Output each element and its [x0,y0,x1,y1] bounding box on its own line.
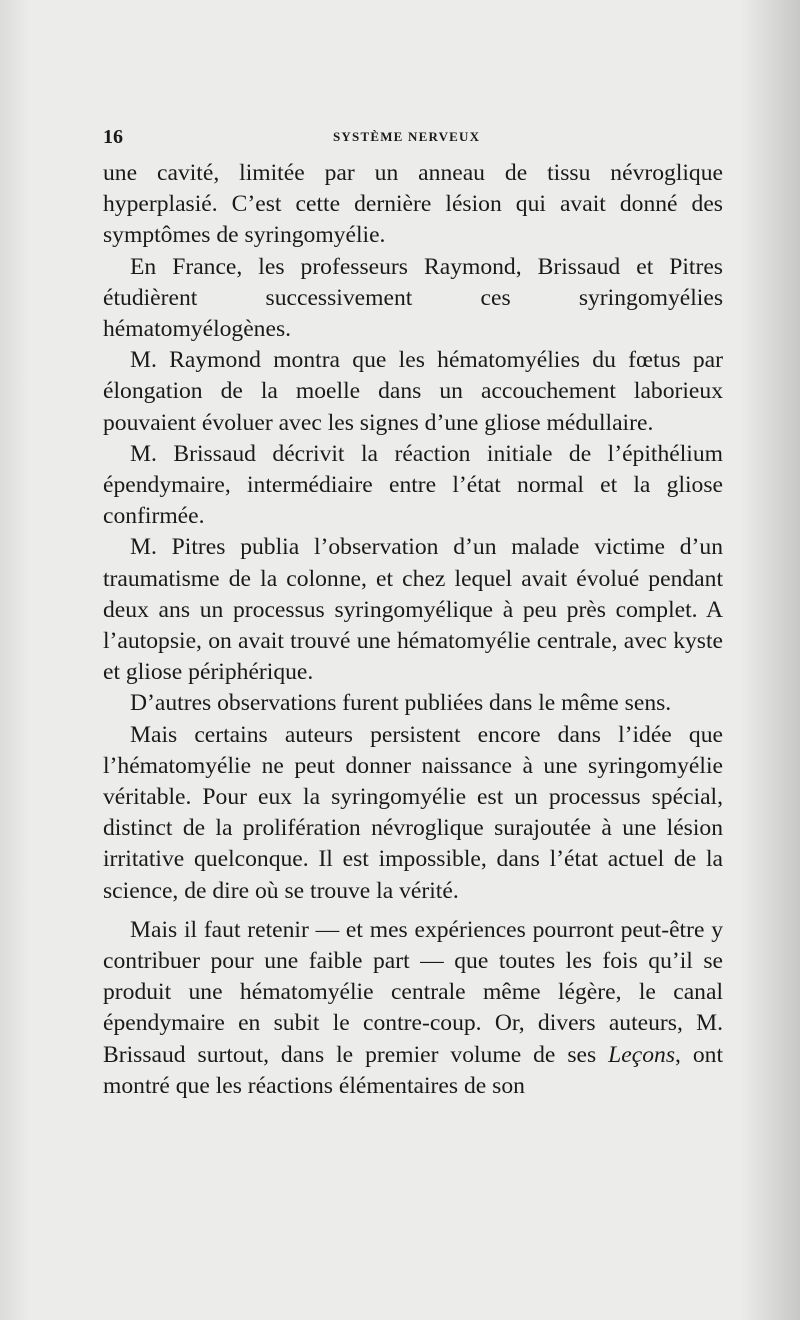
paragraph-pitres: M. Pitres publia l’observation d’un malade victime d’un traumatisme de la colonne, et chez lequel avait évolué pendant deux ans un processus syringomyélique à peu près complet. A l’autopsie, on avait trouvé une hématomyélie centrale, avec kyste et gliose périphérique. [103,534,723,686]
body-text [103,158,723,1102]
paragraph-certain-authors: Mais certains auteurs persistent encore dans l’idée que l’hématomyélie ne peut donner naissance à une syringomyélie véritable. Pour eux la syringomyélie est un processus spécial, distinct de la prolifération névroglique surajoutée à une lésion irritative quelconque. Il est impossible, dans l’état actuel de la science, de dire où se trouve la vérité. [103,721,723,904]
paragraph-retain-text: Mais il faut retenir — et mes expériences pourront peut-être y contribuer pour une faible part — que toutes les fois qu’il se produit une hématomyélie centrale même légère, le canal épendymaire en subit le contre-coup. Or, divers auteurs, M. Brissaud surtout, dans le premier volume de [103,916,723,1068]
page-header [103,126,720,150]
paragraph-brissaud: M. Brissaud décrivit la réaction initiale de l’épithélium épendymaire, intermédiaire entre l’état normal et la gliose confirmée. [103,440,723,530]
page-edge-shadow-right [740,0,800,1320]
last-line-before: ses [567,1041,609,1068]
paragraph-raymond: M. Raymond montra que les hématomyélies du fœtus par élongation de la moelle dans un accouchement laborieux pouvaient évoluer avec les signes d’une gliose médullaire. [103,347,723,436]
last-line-after: , ont montré que les réactions élémentaires de son [103,1041,723,1099]
page-edge-shadow-left [0,0,30,1320]
paragraph-spacer [103,907,723,915]
paragraph-retain [103,915,723,1102]
page-number: 16 [103,126,123,148]
running-title: SYSTÈME NERVEUX [333,129,481,144]
paragraph-continued: une cavité, limitée par un anneau de tissu névroglique hyperplasié. C’est cette dernière lésion qui avait donné des symptômes de syringomyélie. [103,160,723,249]
paragraph-other-observations: D’autres observations furent publiées dans le même sens. [130,690,672,717]
italic-title-lecons: Leçons [608,1041,675,1068]
paragraph-france: En France, les professeurs Raymond, Brissaud et Pitres étudièrent successivement ces syringomyélies hématomyélogènes. [103,253,723,343]
